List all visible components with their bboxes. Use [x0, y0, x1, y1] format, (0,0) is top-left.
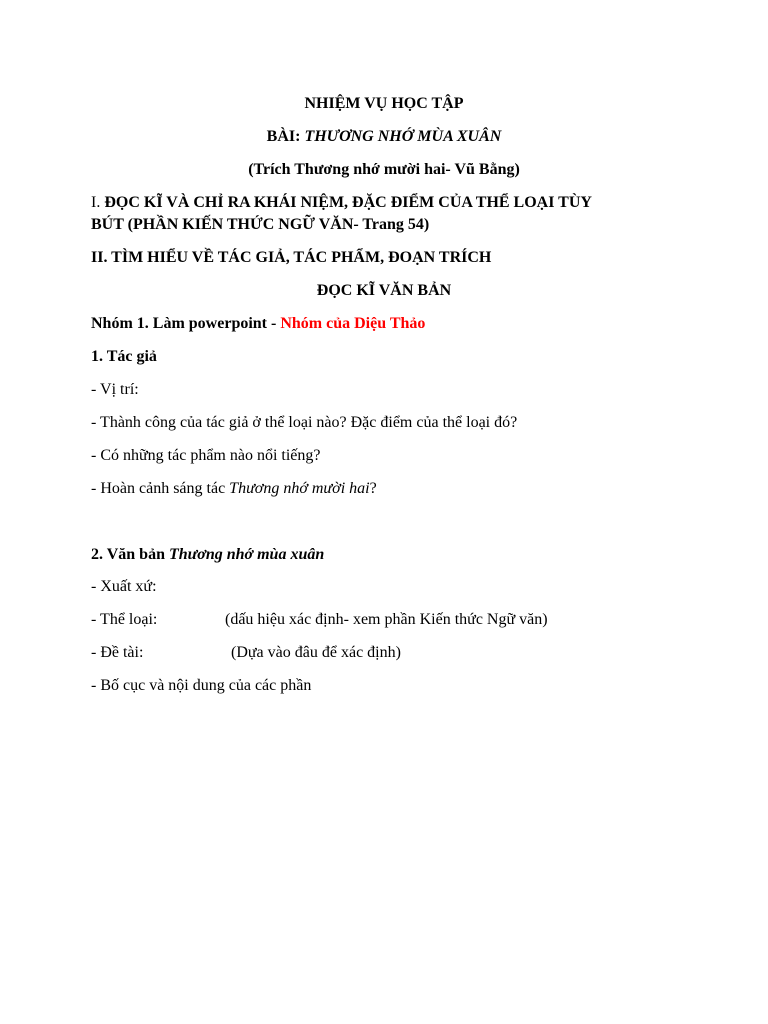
author-question-position: - Vị trí:	[91, 381, 139, 398]
section-1-line-1	[91, 193, 592, 213]
context-work-title: Thương nhớ mười hai	[229, 480, 370, 497]
genre-hint: (dấu hiệu xác định- xem phần Kiến thức Ngữ văn)	[225, 611, 548, 628]
topic-label: - Đề tài:	[91, 644, 144, 661]
section-1-line-2: BÚT (PHẦN KIẾN THỨC NGỮ VĂN- Trang 54)	[91, 216, 430, 233]
context-prefix: - Hoàn cảnh sáng tác	[91, 480, 230, 497]
author-question-context	[91, 479, 377, 499]
lesson-name: THƯƠNG NHỚ MÙA XUÂN	[304, 128, 502, 145]
text-heading-prefix: 2. Văn bản	[91, 546, 169, 563]
section-1-text-1: ĐỌC KĨ VÀ CHỈ RA KHÁI NIỆM, ĐẶC ĐIỂM CỦA THỂ LOẠI TÙY	[104, 194, 592, 211]
text-origin: - Xuất xứ:	[91, 578, 157, 595]
text-genre	[91, 610, 691, 630]
genre-label: - Thể loại:	[91, 611, 158, 628]
lesson-title	[0, 127, 768, 147]
topic-hint: (Dựa vào đâu để xác định)	[231, 644, 401, 661]
section-1-number: I.	[91, 194, 105, 211]
text-heading-title: Thương nhớ mùa xuân	[168, 546, 325, 563]
text-heading	[91, 545, 324, 565]
group-assignee: Nhóm của Diệu Thảo	[280, 315, 426, 332]
document-title: NHIỆM VỤ HỌC TẬP	[304, 95, 464, 112]
text-topic	[91, 643, 691, 663]
group-assignment	[91, 314, 425, 334]
section-2-heading: II. TÌM HIỂU VỀ TÁC GIẢ, TÁC PHẨM, ĐOẠN TRÍCH	[91, 249, 492, 266]
lesson-prefix: BÀI:	[266, 128, 305, 145]
author-question-success: - Thành công của tác giả ở thể loại nào? Đặc điểm của thể loại đó?	[91, 414, 518, 431]
author-question-works: - Có những tác phẩm nào nổi tiếng?	[91, 447, 321, 464]
context-suffix: ?	[369, 480, 377, 497]
group-label: Nhóm 1. Làm powerpoint -	[91, 315, 281, 332]
section-2-subheading: ĐỌC KĨ VĂN BẢN	[316, 282, 452, 299]
author-heading: 1. Tác giả	[91, 348, 157, 365]
lesson-source: (Trích Thương nhớ mười hai- Vũ Bằng)	[248, 161, 520, 178]
text-structure: - Bố cục và nội dung của các phần	[91, 677, 312, 694]
